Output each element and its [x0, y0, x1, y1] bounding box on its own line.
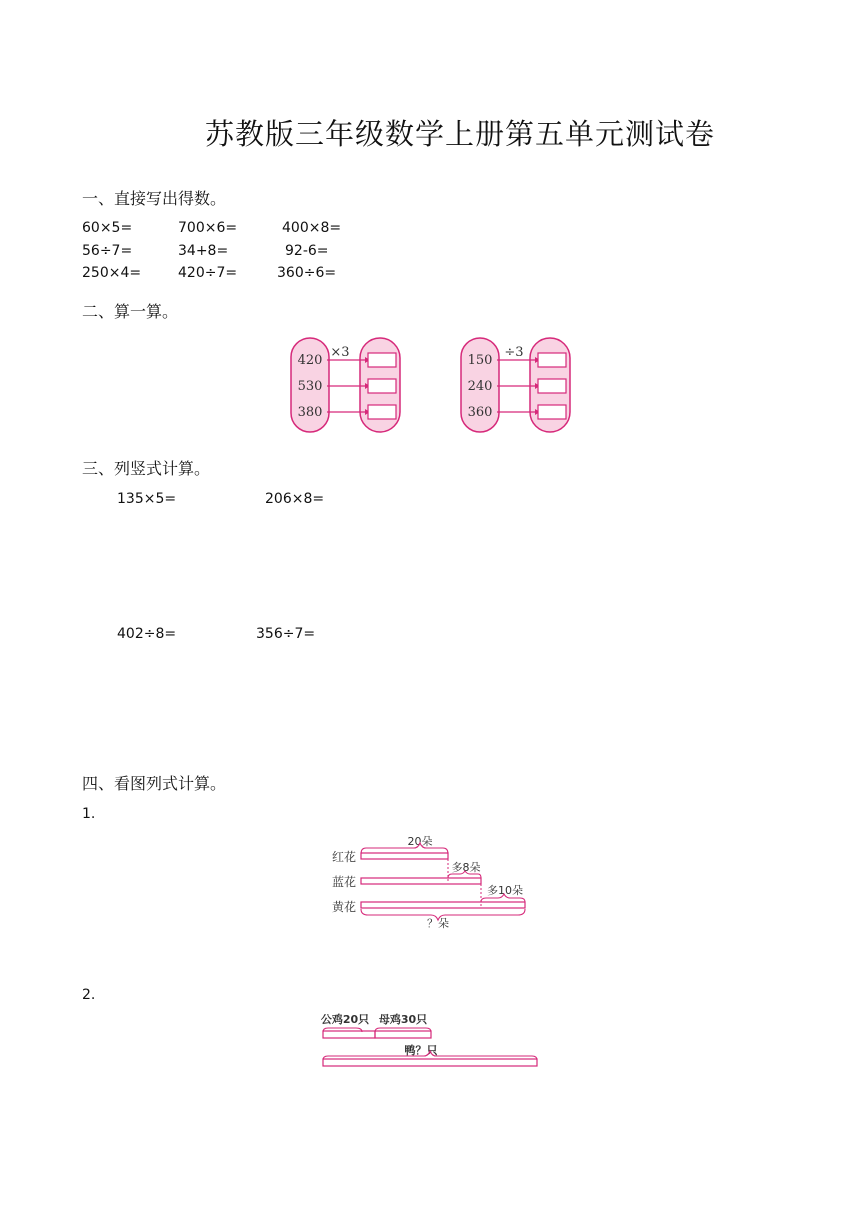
answer-box[interactable] [538, 379, 566, 393]
input-value: 420 [297, 353, 323, 368]
flower-bar-diagram [328, 832, 533, 932]
duck-bar [323, 1059, 537, 1066]
hen-bar [375, 1031, 431, 1038]
mapping-diagram-divide [455, 334, 575, 436]
operator-label: ÷3 [504, 345, 524, 360]
top-brace-label: 20朵 [407, 835, 433, 848]
vertical-problem: 356÷7= [256, 626, 316, 642]
s1-r2-c1: 56÷7= [82, 243, 133, 259]
row-label: 红花 [332, 850, 357, 864]
row-label: 黄花 [332, 900, 357, 914]
s1-r1-c1: 60×5= [82, 220, 133, 236]
total-label: ？朵 [427, 917, 449, 930]
s1-r2-c2: 34+8= [178, 243, 229, 259]
s1-r3-c2: 420÷7= [178, 265, 238, 281]
answer-box[interactable] [368, 353, 396, 367]
operator-label: ×3 [330, 345, 350, 360]
problem-number: 2. [82, 987, 96, 1003]
duck-label: 鸭？只 [404, 1044, 438, 1057]
top-brace [361, 843, 448, 854]
yellow-flower-bar [361, 902, 525, 908]
row-label: 蓝花 [332, 875, 357, 889]
blue-flower-bar [361, 878, 481, 884]
more-label: 多10朵 [487, 884, 523, 897]
section1-heading: 一、直接写出得数。 [82, 189, 227, 208]
section2-heading: 二、算一算。 [82, 302, 179, 321]
hen-label: 母鸡30只 [378, 1013, 428, 1026]
answer-box[interactable] [368, 379, 396, 393]
section3-heading: 三、列竖式计算。 [82, 459, 211, 478]
problem-number: 1. [82, 806, 96, 822]
s1-r3-c3: 360÷6= [277, 265, 337, 281]
vertical-problem: 206×8= [265, 491, 325, 507]
mapping-diagram-multiply [285, 334, 405, 436]
answer-box[interactable] [368, 405, 396, 419]
red-flower-bar [361, 853, 448, 859]
input-value: 360 [467, 405, 493, 420]
input-value: 240 [467, 379, 493, 394]
more-label: 多8朵 [451, 861, 481, 874]
answer-box[interactable] [538, 353, 566, 367]
rooster-bar [323, 1031, 375, 1038]
input-value: 380 [297, 405, 323, 420]
s1-r3-c1: 250×4= [82, 265, 142, 281]
s1-r2-c3: 92-6= [285, 243, 329, 259]
poultry-bar-diagram [318, 1011, 543, 1073]
s1-r1-c3: 400×8= [282, 220, 342, 236]
rooster-label: 公鸡20只 [320, 1013, 370, 1026]
s1-r1-c2: 700×6= [178, 220, 238, 236]
answer-box[interactable] [538, 405, 566, 419]
page-title: 苏教版三年级数学上册第五单元测试卷 [204, 117, 715, 151]
vertical-problem: 135×5= [117, 491, 177, 507]
input-value: 530 [297, 379, 323, 394]
section4-heading: 四、看图列式计算。 [82, 774, 227, 793]
vertical-problem: 402÷8= [117, 626, 177, 642]
input-value: 150 [467, 353, 493, 368]
